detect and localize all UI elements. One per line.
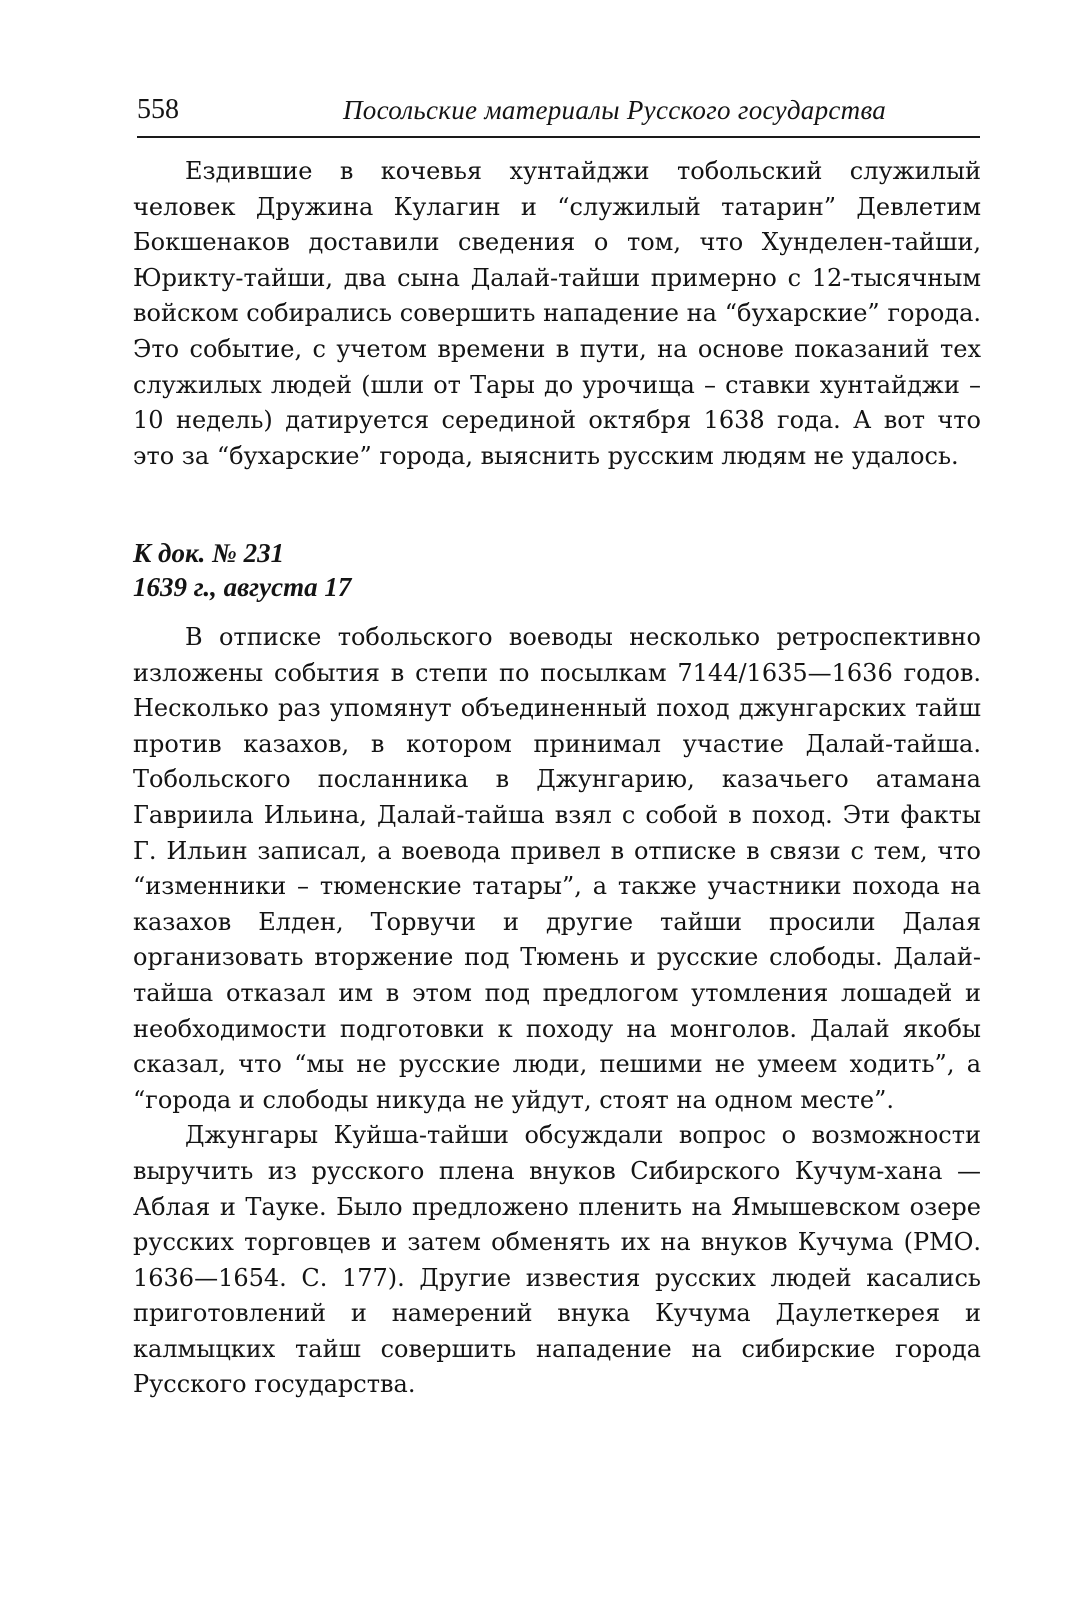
main-text-block xyxy=(133,620,981,1403)
paragraph: Джунгары Куйша-тайши обсуждали вопрос о возможности выручить из русского плена внуков Сибирского Кучум-хана — Аблая и Тауке. Было предложено пленить на Ямышевском озере русских торговцев и затем обменять их на внуков Кучума (РМО. 1636—1654. С. 177). Другие известия русских людей касались приготовлений и намерений внука Кучума Даулеткерея и калмыцких тайш совершить нападение на сибирские города Русского государства. xyxy=(133,1121,981,1399)
doc-date: 1639 г., августа 17 xyxy=(133,572,352,602)
section-heading xyxy=(133,536,351,604)
paragraph: Ездившие в кочевья хунтайджи тобольский служилый человек Дружина Кулагин и “служилый татарин” Девлетим Бокшенаков доставили сведения о том, что Хунделен-тайши, Юрикту-тайши, два сына Далай-тайши примерно с 12-тысячным войском собирались совершить нападение на “бухарские” города. Это событие, с учетом времени в пути, на основе показаний тех служилых людей (шли от Тары до урочища – ставки хунтайджи – 10 недель) датируется серединой октября 1638 года. А вот что это за “бухарские” города, выяснить русским людям не удалось. xyxy=(133,157,981,470)
page-header xyxy=(137,92,980,138)
paragraph: В отписке тобольского воеводы несколько ретроспективно изложены события в степи по посылкам 7144/1635—1636 годов. Несколько раз упомянут объединенный поход джунгарских тайш против казахов, в котором принимал участие Далай-тайша. Тобольского посланника в Джунгарию, казачьего атамана Гавриила Ильина, Далай-тайша взял с собой в поход. Эти факты Г. Ильин записал, а воевода привел в отписке в связи с тем, что “изменники – тюменские татары”, а также участники похода на казахов Елден, Торвучи и другие тайши просили Далая организовать вторжение под Тюмень и русские слободы. Далай-тайша отказал им в этом под предлогом утомления лошадей и необходимости подготовки к походу на монголов. Далай якобы сказал, что “мы не русские люди, пешими не умеем ходить”, а “города и слободы никуда не уйдут, стоят на одном месте”. xyxy=(133,623,981,1114)
intro-text-block xyxy=(133,154,981,474)
page-number: 558 xyxy=(137,94,179,125)
running-title: Посольские материалы Русского государства xyxy=(343,95,887,125)
doc-reference: К док. № 231 xyxy=(133,538,285,568)
